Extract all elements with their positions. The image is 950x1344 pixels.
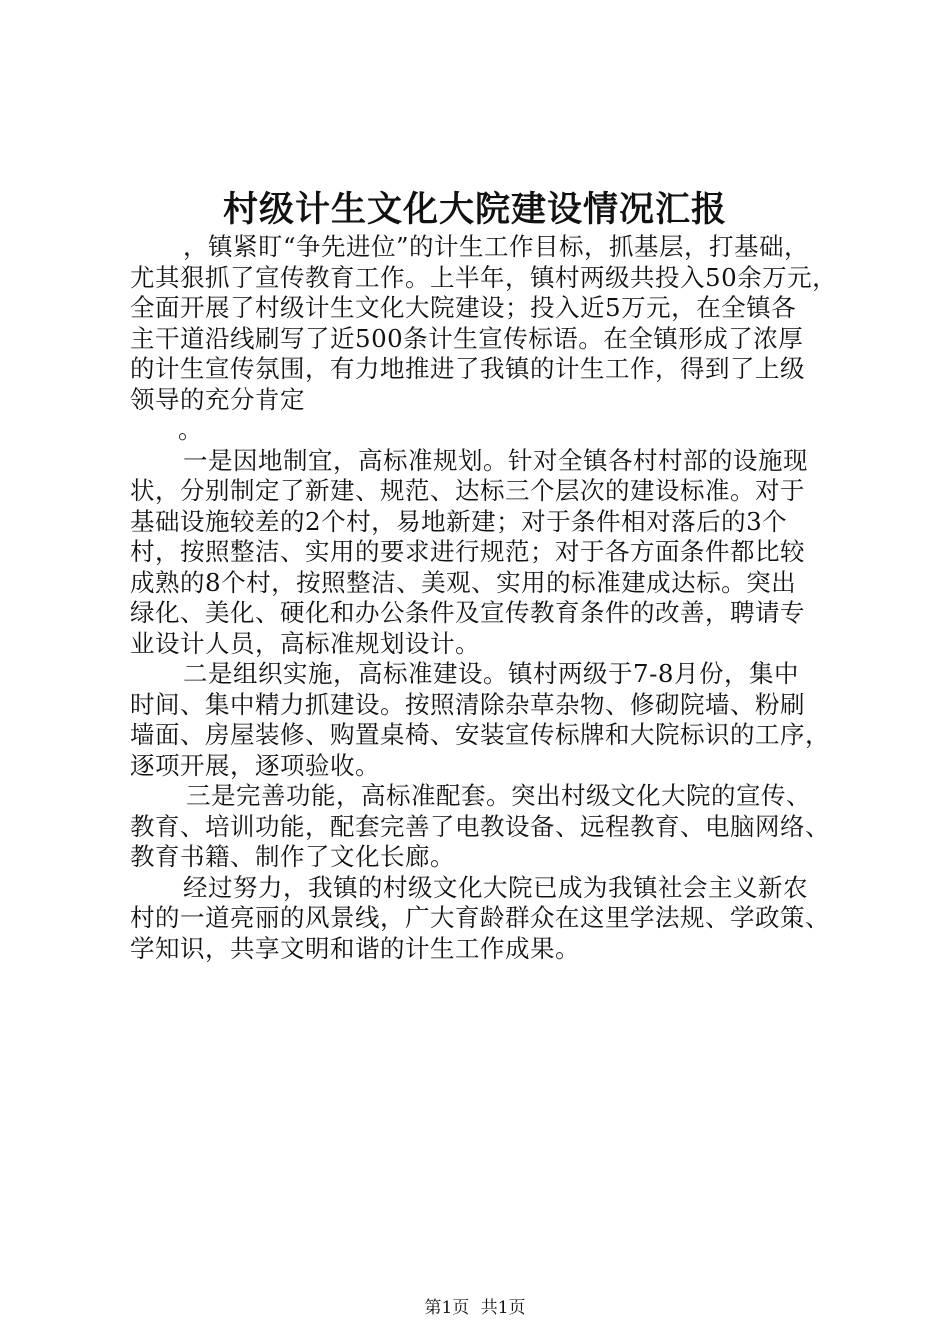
text-line: 。 (178, 415, 203, 444)
text-line: 三是完善功能，高标准配套。突出村级文化大院的宣传、 (186, 781, 811, 810)
document-title: 村级计生文化大院建设情况汇报 (222, 190, 727, 230)
text-line: 二是组织实施，高标准建设。镇村两级于7-8月份，集中 (183, 659, 799, 688)
text-line: 经过努力，我镇的村级文化大院已成为我镇社会主义新农 (183, 872, 808, 902)
text-line: 学知识，共享文明和谐的计生工作成果。 (130, 933, 580, 963)
text-line: 尤其狠抓了宣传教育工作。上半年，镇村两级共投入50余万元， (130, 262, 838, 292)
text-line: 一是因地制宜，高标准规划。针对全镇各村村部的设施现 (183, 445, 808, 475)
text-line: 墙面、房屋装修、购置桌椅、安装宣传标牌和大院标识的工序， (130, 720, 830, 749)
text-line: 全面开展了村级计生文化大院建设；投入近5万元，在全镇各 (130, 293, 797, 322)
text-line: 村，按照整洁、实用的要求进行规范；对于各方面条件都比较 (130, 537, 805, 566)
text-line: 绿化、美化、硬化和办公条件及宣传教育条件的改善，聘请专 (130, 598, 805, 627)
page-number-current: 第1页 (424, 1298, 470, 1318)
text-line: 业设计人员，高标准规划设计。 (130, 628, 480, 658)
page-number-total: 共1页 (480, 1298, 526, 1318)
document-body (130, 232, 850, 964)
page-footer (0, 1298, 950, 1318)
text-line: 状，分别制定了新建、规范、达标三个层次的建设标准。对于 (130, 476, 805, 505)
text-line: 教育书籍、制作了文化长廊。 (130, 842, 455, 871)
text-line: 基础设施较差的2个村，易地新建；对于条件相对落后的3个 (130, 506, 788, 536)
text-line: 主干道沿线刷写了近500条计生宣传标语。在全镇形成了浓厚 (130, 323, 804, 353)
text-line: 的计生宣传氛围，有力地推进了我镇的计生工作，得到了上级 (130, 354, 805, 383)
text-line: 教育、培训功能，配套完善了电教设备、远程教育、电脑网络、 (130, 811, 830, 841)
text-line: 逐项开展，逐项验收。 (130, 750, 380, 780)
text-line: 时间、集中精力抓建设。按照清除杂草杂物、修砌院墙、粉刷 (130, 689, 805, 719)
text-line: 领导的充分肯定 (130, 384, 305, 414)
text-line: 村的一道亮丽的风景线，广大育龄群众在这里学法规、学政策、 (130, 903, 830, 932)
text-line: 成熟的8个村，按照整洁、美观、实用的标准建成达标。突出 (130, 567, 797, 597)
text-line: ，镇紧盯“争先进位”的计生工作目标，抓基层，打基础， (183, 232, 810, 261)
